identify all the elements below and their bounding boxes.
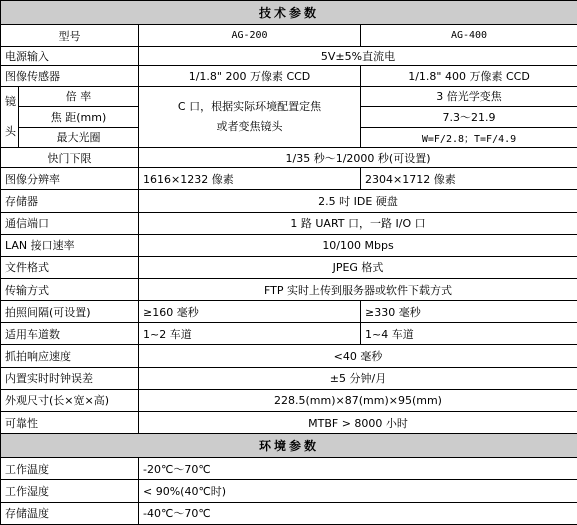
model-ag400: AG-400: [361, 25, 577, 47]
row-reliability: [1, 411, 577, 433]
row-response: [1, 345, 577, 367]
row-sensor: [1, 66, 577, 86]
row-lan: [1, 234, 577, 256]
lanes-label: 适用车道数: [1, 323, 139, 345]
dimensions-value: 228.5(mm)×87(mm)×95(mm): [139, 389, 577, 411]
format-label: 文件格式: [1, 256, 139, 278]
op-temp-label: 工作温度: [1, 458, 139, 480]
resolution-ag200: 1616×1232 像素: [139, 168, 361, 190]
reliability-value: MTBF > 8000 小时: [139, 411, 577, 433]
lanes-ag200: 1~2 车道: [139, 323, 361, 345]
row-storage-temp: [1, 502, 577, 524]
sensor-ag400: 1/1.8" 400 万像素 CCD: [361, 66, 577, 86]
model-label: 型号: [1, 25, 139, 47]
lens-note-line-2: 或者变焦镜头: [216, 119, 283, 133]
response-value: <40 毫秒: [139, 345, 577, 367]
power-label: 电源输入: [1, 47, 139, 66]
dimensions-label: 外观尺寸(长×宽×高): [1, 389, 139, 411]
section-title-specs: 技术参数: [1, 1, 577, 25]
shutter-value: 1/35 秒～1/2000 秒(可设置): [139, 148, 577, 168]
interval-label: 拍照间隔(可设置): [1, 301, 139, 323]
transfer-value: FTP 实时上传到服务器或软件下载方式: [139, 279, 577, 301]
row-power: [1, 47, 577, 66]
storage-temp-value: -40℃～70℃: [139, 502, 577, 524]
lens-aperture-label: 最大光圈: [19, 127, 139, 148]
lens-aperture-ag400: W=F/2.8；T=F/4.9: [361, 127, 577, 148]
lens-focal-ag400: 7.3～21.9: [361, 107, 577, 127]
lens-ag200-note: [139, 86, 361, 147]
section-title-env: 环境参数: [1, 434, 577, 458]
section-header-env: [1, 434, 577, 458]
row-lanes: [1, 323, 577, 345]
op-humidity-value: < 90%(40℃时): [139, 480, 577, 502]
row-clock: [1, 367, 577, 389]
row-storage: [1, 190, 577, 212]
resolution-ag400: 2304×1712 像素: [361, 168, 577, 190]
lanes-ag400: 1~4 车道: [361, 323, 577, 345]
lens-zoom-ag400: 3 倍光学变焦: [361, 86, 577, 106]
row-lens-zoom: [1, 86, 577, 106]
interval-ag400: ≥330 毫秒: [361, 301, 577, 323]
lens-focal-label: 焦 距(mm): [19, 107, 139, 127]
sensor-label: 图像传感器: [1, 66, 139, 86]
lens-char-2: 头: [5, 124, 16, 138]
sensor-ag200: 1/1.8" 200 万像素 CCD: [139, 66, 361, 86]
lens-char-1: 镜: [5, 94, 16, 108]
row-op-humidity: [1, 480, 577, 502]
lens-zoom-label: 倍 率: [19, 86, 139, 106]
clock-label: 内置实时时钟误差: [1, 367, 139, 389]
row-comm: [1, 212, 577, 234]
resolution-label: 图像分辨率: [1, 168, 139, 190]
reliability-label: 可靠性: [1, 411, 139, 433]
lan-value: 10/100 Mbps: [139, 234, 577, 256]
power-value: 5V±5%直流电: [139, 47, 577, 66]
response-label: 抓拍响应速度: [1, 345, 139, 367]
storage-temp-label: 存储温度: [1, 502, 139, 524]
row-format: [1, 256, 577, 278]
shutter-label: 快门下限: [1, 148, 139, 168]
format-value: JPEG 格式: [139, 256, 577, 278]
row-resolution: [1, 168, 577, 190]
row-op-temp: [1, 458, 577, 480]
storage-value: 2.5 吋 IDE 硬盘: [139, 190, 577, 212]
lan-label: LAN 接口速率: [1, 234, 139, 256]
comm-label: 通信端口: [1, 212, 139, 234]
op-humidity-label: 工作湿度: [1, 480, 139, 502]
row-interval: [1, 301, 577, 323]
row-shutter: [1, 148, 577, 168]
model-ag200: AG-200: [139, 25, 361, 47]
lens-note-line-1: C 口，根据实际环境配置定焦: [177, 99, 322, 113]
op-temp-value: -20℃～70℃: [139, 458, 577, 480]
lens-group-label: [1, 86, 19, 147]
comm-value: 1 路 UART 口，一路 I/O 口: [139, 212, 577, 234]
transfer-label: 传输方式: [1, 279, 139, 301]
row-dimensions: [1, 389, 577, 411]
row-model: [1, 25, 577, 47]
row-transfer: [1, 279, 577, 301]
interval-ag200: ≥160 毫秒: [139, 301, 361, 323]
storage-label: 存储器: [1, 190, 139, 212]
section-header-specs: [1, 1, 577, 25]
clock-value: ±5 分钟/月: [139, 367, 577, 389]
